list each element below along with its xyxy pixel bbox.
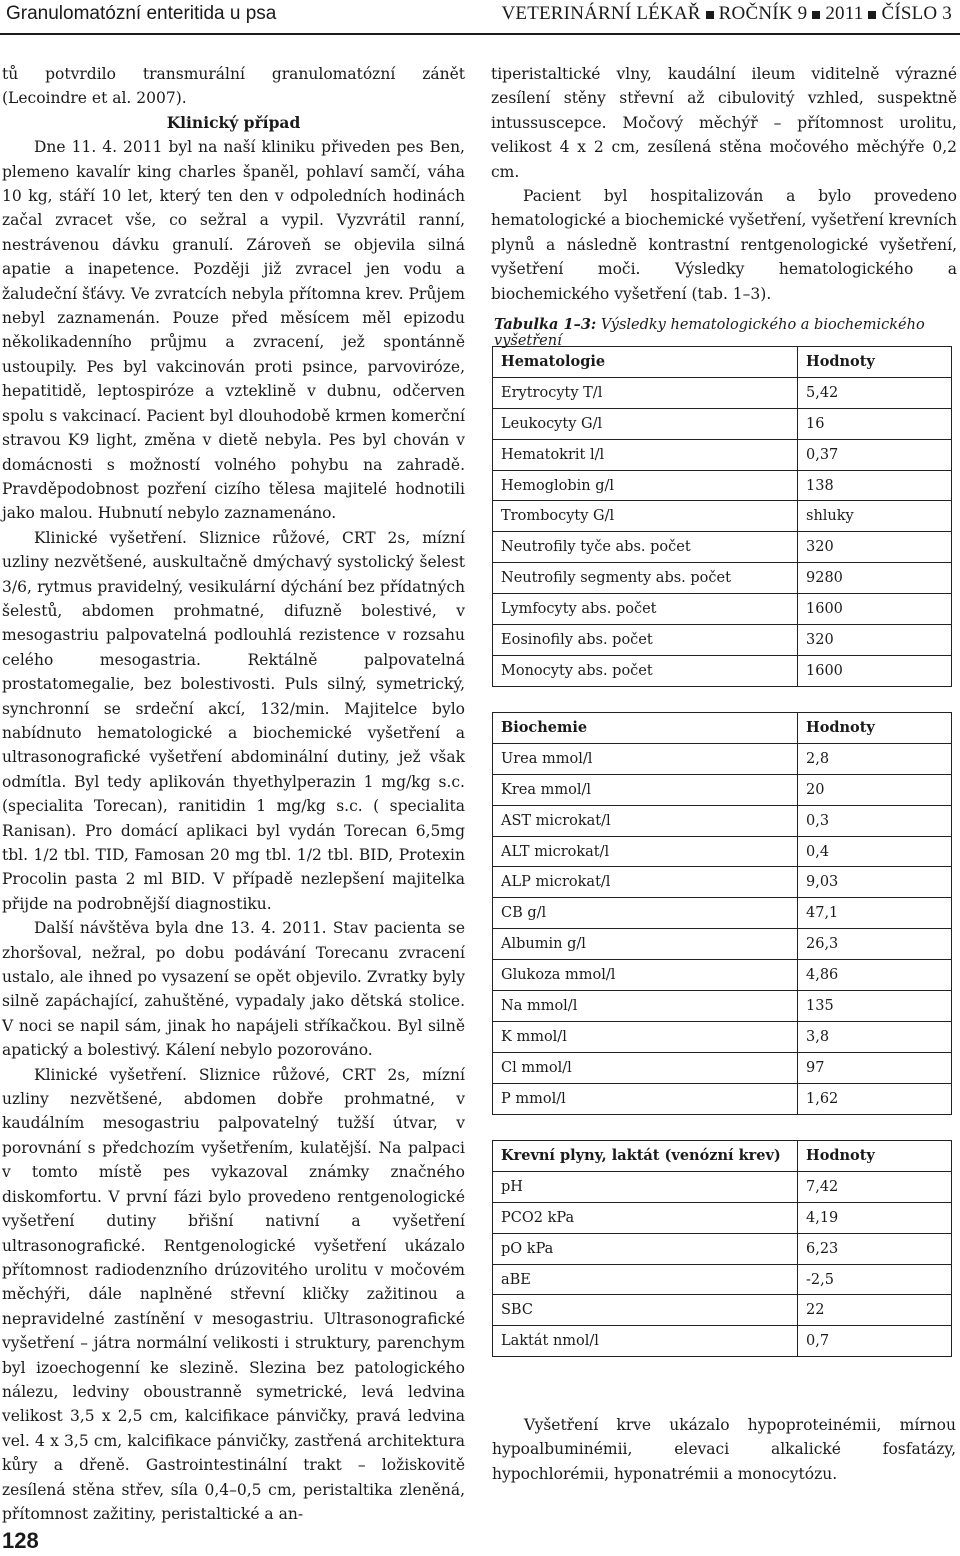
table-row: [493, 501, 952, 532]
column-header-parameter: Biochemie: [493, 713, 798, 744]
body-paragraph: Klinické vyšetření. Sliznice růžové, CRT 2s, mízní uzliny nezvětšené, auskultačně dmýchavý systolický šelest 3/6, rytmus pravidelný, vesikulární dýchání bez přídatných šelestů, abdomen prohmatné, difuzně bolestivé, v mesogastriu palpovatelná podlouhlá rezistence v rozsahu celého mesogastria. Rektálně palpovatelná prostatomegalie, bez bolestivosti. Puls silný, symetrický, synchronní se srdeční akcí, 132/min. Majitelce bylo nabídnuto hematologické a biochemické vyšetření a ultrasonografické vyšetření abdominální dutiny, jež však odmítla. Byl tedy aplikován thyethylperazin 1 mg/kg s.c. (specialita Torecan), ranitidin 1 mg/kg s.c. ( specialita Ranisan). Pro domácí aplikaci byl vydán Torecan 6,5mg tbl. 1/2 tbl. TID, Famosan 20 mg tbl. 1/2 tbl. BID, Protexin Procolin pasta 2 ml BID. V případě nezlepšení majitelka přijde na podrobnější diagnostiku.: [2, 528, 465, 913]
parameter-cell: Monocyty abs. počet: [493, 655, 798, 686]
results-summary: [492, 1413, 956, 1486]
parameter-cell: Erytrocyty T/l: [493, 377, 798, 408]
left-text-column: [2, 62, 465, 1526]
parameter-cell: P mmol/l: [493, 1083, 798, 1114]
square-separator-icon: [706, 11, 714, 19]
parameter-cell: PCO2 kPa: [493, 1202, 798, 1233]
value-cell: 1600: [798, 655, 952, 686]
parameter-cell: ALT microkat/l: [493, 836, 798, 867]
table-row: [493, 1052, 952, 1083]
value-cell: 0,4: [798, 836, 952, 867]
parameter-cell: Trombocyty G/l: [493, 501, 798, 532]
value-cell: 4,19: [798, 1202, 952, 1233]
value-cell: 16: [798, 408, 952, 439]
running-header: [0, 0, 960, 36]
value-cell: 320: [798, 532, 952, 563]
parameter-cell: Urea mmol/l: [493, 743, 798, 774]
table-row: [493, 1171, 952, 1202]
value-cell: 3,8: [798, 1021, 952, 1052]
value-cell: 97: [798, 1052, 952, 1083]
table-row: [493, 898, 952, 929]
table-row: [493, 655, 952, 686]
biochemistry-table: [492, 712, 952, 1115]
hematology-table: [492, 346, 952, 687]
value-cell: 5,42: [798, 377, 952, 408]
value-cell: 320: [798, 625, 952, 656]
body-paragraph: Pacient byl hospitalizován a bylo provedeno hematologické a biochemické vyšetření, vyšetření krevních plynů a následně kontrastní rentgenologické vyšetření, vyšetření moči. Výsledky hematologického a biochemického vyšetření (tab. 1–3).: [491, 187, 957, 303]
value-cell: 20: [798, 774, 952, 805]
table-row: [493, 929, 952, 960]
table-row: [493, 408, 952, 439]
value-cell: 9280: [798, 563, 952, 594]
table-row: [493, 991, 952, 1022]
value-cell: shluky: [798, 501, 952, 532]
column-header-parameter: Hematologie: [493, 347, 798, 378]
journal-year: 2011: [825, 3, 864, 24]
table-header-row: [493, 713, 952, 744]
parameter-cell: ALP microkat/l: [493, 867, 798, 898]
parameter-cell: pH: [493, 1171, 798, 1202]
table-row: [493, 532, 952, 563]
table-caption-text: Výsledky hematologického a biochemického vyšetření: [494, 317, 925, 349]
value-cell: -2,5: [798, 1264, 952, 1295]
body-paragraph: tů potvrdilo transmurální granulomatózní zánět (Lecoindre et al. 2007).: [2, 65, 465, 108]
value-cell: 6,23: [798, 1233, 952, 1264]
parameter-cell: K mmol/l: [493, 1021, 798, 1052]
table-row: [493, 805, 952, 836]
table-row: [493, 470, 952, 501]
value-cell: 9,03: [798, 867, 952, 898]
table-caption-label: Tabulka 1–3:: [494, 316, 597, 333]
parameter-cell: Na mmol/l: [493, 991, 798, 1022]
table-row: [493, 439, 952, 470]
parameter-cell: Albumin g/l: [493, 929, 798, 960]
table-row: [493, 594, 952, 625]
table-row: [493, 1326, 952, 1357]
section-heading: Klinický případ: [166, 112, 301, 132]
table-row: [493, 774, 952, 805]
table-row: [493, 377, 952, 408]
parameter-cell: Neutrofily tyče abs. počet: [493, 532, 798, 563]
body-paragraph: Dne 11. 4. 2011 byl na naší kliniku přiveden pes Ben, plemeno kavalír king charles španěl, pohlaví samčí, váha 10 kg, stáří 10 let, který ten den v odpoledních hodinách začal zvracet vše, co sežral a vypil. Vyzvrátil ranní, nestrávenou dávku granulí. Zároveň se objevila silná apatie a inapetence. Později již zvracel jen vodu a žaludeční šťávy. Ve zvratcích nebyla přítomna krev. Průjem nebyl zaznamenán. Pouze před měsícem měl epizodu několikadenního průjmu a zvracení, jež spontánně ustoupily. Pes byl vakcinován proti psince, parvoviróze, hepatitidě, leptospiróze a vzteklině v dubnu, odčerven spolu s vakcinací. Pacient byl dlouhodobě krmen komerční stravou K9 light, změna v dietě nebyla. Pes byl chován v domácnosti s možností volného pohybu na zahradě. Pravděpodobnost pozření cizího tělesa majitelé hodnotili jako malou. Hubnutí nebylo zaznamenáno.: [2, 138, 465, 523]
table-row: [493, 1233, 952, 1264]
page-number: 128: [2, 1528, 39, 1553]
value-cell: 0,7: [798, 1326, 952, 1357]
parameter-cell: Cl mmol/l: [493, 1052, 798, 1083]
column-header-parameter: Krevní plyny, laktát (venózní krev): [493, 1141, 798, 1172]
value-cell: 7,42: [798, 1171, 952, 1202]
parameter-cell: aBE: [493, 1264, 798, 1295]
table-row: [493, 867, 952, 898]
parameter-cell: SBC: [493, 1295, 798, 1326]
value-cell: 138: [798, 470, 952, 501]
value-cell: 135: [798, 991, 952, 1022]
value-cell: 26,3: [798, 929, 952, 960]
journal-name: VETERINÁRNÍ LÉKAŘ: [501, 3, 701, 24]
table-row: [493, 1202, 952, 1233]
table-header-row: [493, 1141, 952, 1172]
table-row: [493, 1295, 952, 1326]
header-rule: [0, 33, 960, 35]
table-row: [493, 563, 952, 594]
table-row: [493, 1264, 952, 1295]
journal-info: [501, 3, 952, 25]
right-text-column: [491, 62, 957, 306]
parameter-cell: Leukocyty G/l: [493, 408, 798, 439]
parameter-cell: Hematokrit l/l: [493, 439, 798, 470]
parameter-cell: Lymfocyty abs. počet: [493, 594, 798, 625]
parameter-cell: CB g/l: [493, 898, 798, 929]
column-header-value: Hodnoty: [798, 347, 952, 378]
column-header-value: Hodnoty: [798, 1141, 952, 1172]
table-header-row: [493, 347, 952, 378]
value-cell: 0,3: [798, 805, 952, 836]
value-cell: 2,8: [798, 743, 952, 774]
parameter-cell: Krea mmol/l: [493, 774, 798, 805]
parameter-cell: Hemoglobin g/l: [493, 470, 798, 501]
value-cell: 1,62: [798, 1083, 952, 1114]
journal-volume: ROČNÍK 9: [718, 3, 808, 24]
column-header-value: Hodnoty: [798, 713, 952, 744]
body-paragraph: Další návštěva byla dne 13. 4. 2011. Stav pacienta se zhoršoval, nežral, po dobu podávání Torecanu zvracení ustalo, ale ihned po vysazení se opět objevilo. Zvratky byly silně zapáchající, zahuštěné, vypadaly jako dětská stolice. V noci se napil sám, jinak ho napájeli stříkačkou. Byl silně apatický a bolestivý. Kálení nebylo pozorováno.: [2, 919, 465, 1060]
table-row: [493, 836, 952, 867]
article-title: Granulomatózní enteritida u psa: [6, 3, 277, 24]
table-row: [493, 960, 952, 991]
body-paragraph: Klinické vyšetření. Sliznice růžové, CRT 2s, mízní uzliny nezvětšené, abdomen dobře prohmatné, v kaudálním mesogastriu palpovatelný tužší útvar, v porovnání s předchozím vyšetřením, kulatější. Na palpaci v tomto místě pes vykazoval známky značného diskomfortu. V první fázi bylo provedeno rentgenologické vyšetření dutiny břišní nativní a vyšetření ultrasonografické. Rentgenologické vyšetření ukázalo přítomnost radiodenzního drúzovitého urolitu v močovém měchýři, dále naplněné střevní kličky zažitinou a nepravidelné zastínění v mesogastriu. Ultrasonografické vyšetření – játra normální velikosti i struktury, parenchym byl izoechogenní ke slezině. Slezina bez patologického nálezu, ledviny oboustranně symetrické, levá ledvina velikost 3,5 x 2,5 cm, kalcifikace pánvičky, pravá ledvina vel. 4 x 3,5 cm, kalcifikace pánvičky, zastřená architektura kůry a dřeně. Gastrointestinální trakt – ložiskovitě zesílená stěna střev, síla 0,4–0,5 cm, peristaltika zleněná, přítomnost zažitiny, peristaltické a an-: [2, 1065, 465, 1523]
value-cell: 0,37: [798, 439, 952, 470]
value-cell: 4,86: [798, 960, 952, 991]
summary-paragraph: Vyšetření krve ukázalo hypoproteinémii, mírnou hypoalbuminémii, elevaci alkalické fosfatázy, hypochlorémii, hyponatrémii a monocytózu.: [492, 1416, 956, 1483]
square-separator-icon: [868, 11, 876, 19]
parameter-cell: pO kPa: [493, 1233, 798, 1264]
parameter-cell: AST microkat/l: [493, 805, 798, 836]
parameter-cell: Eosinofily abs. počet: [493, 625, 798, 656]
body-paragraph: tiperistaltické vlny, kaudální ileum viditelně výrazné zesílení stěny střevní až cibulovitý vzhled, suspektně intussuscepce. Močový měchýř – přítomnost urolitu, velikost 4 x 2 cm, zesílená stěna močového měchýře 0,2 cm.: [491, 65, 957, 181]
square-separator-icon: [812, 11, 820, 19]
parameter-cell: Glukoza mmol/l: [493, 960, 798, 991]
journal-issue: ČÍSLO 3: [881, 3, 952, 24]
parameter-cell: Laktát nmol/l: [493, 1326, 798, 1357]
value-cell: 47,1: [798, 898, 952, 929]
table-row: [493, 1021, 952, 1052]
blood-gas-table: [492, 1140, 952, 1357]
table-row: [493, 1083, 952, 1114]
value-cell: 22: [798, 1295, 952, 1326]
table-row: [493, 743, 952, 774]
table-row: [493, 625, 952, 656]
value-cell: 1600: [798, 594, 952, 625]
table-caption: [494, 316, 956, 349]
parameter-cell: Neutrofily segmenty abs. počet: [493, 563, 798, 594]
